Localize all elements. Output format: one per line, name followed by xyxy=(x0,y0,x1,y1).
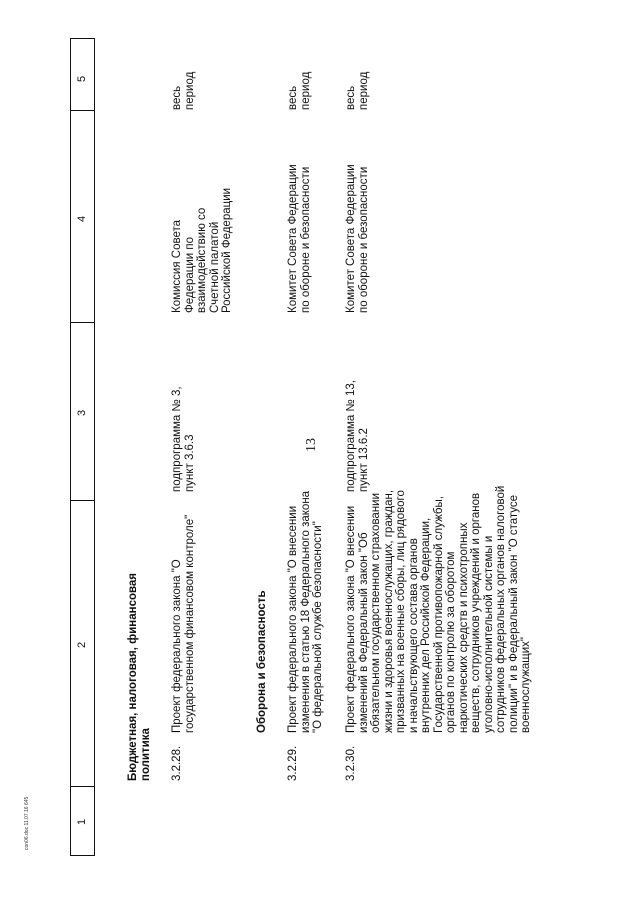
row-number: 3.2.28. xyxy=(171,745,183,781)
row-responsible: Комитет Совета Федерации по обороне и безопасности xyxy=(345,164,370,313)
row-program: подпрограмма № 3, пункт 3.6.3 xyxy=(171,386,196,492)
row-period: весь период xyxy=(287,71,312,110)
header-line-right xyxy=(94,38,95,856)
row-period: весь период xyxy=(345,71,370,110)
row-program: подпрограмма № 13, пункт 13.6.2 xyxy=(345,379,370,492)
page-number: 13 xyxy=(304,438,319,452)
header-divider-3-4 xyxy=(70,322,95,323)
header-line-left xyxy=(70,38,71,856)
column-number-3: 3 xyxy=(76,409,88,416)
header-divider-4-5 xyxy=(70,110,95,111)
section-heading: Бюджетная, налоговая, финансовая политика xyxy=(127,572,152,781)
column-number-2: 2 xyxy=(76,641,88,648)
row-number: 3.2.29. xyxy=(287,745,299,781)
row-responsible: Комиссия Совета Федерации по взаимодействию со Счетной палатой Российской Федерации xyxy=(171,187,233,313)
column-number-5: 5 xyxy=(76,75,88,82)
row-period: весь период xyxy=(171,71,196,110)
column-number-4: 4 xyxy=(76,215,88,222)
row-title: Проект федерального закона "О внесении изменения в статью 18 Федерального закона "О федеральной службе безопасности" xyxy=(287,490,324,733)
row-number: 3.2.30. xyxy=(345,745,357,781)
header-line-bottom xyxy=(70,855,95,856)
column-number-1: 1 xyxy=(76,818,88,825)
row-responsible: Комитет Совета Федерации по обороне и безопасности xyxy=(287,164,312,313)
header-divider-1-2 xyxy=(70,786,95,787)
footer-text: con06.doc 11.07.16 645 xyxy=(24,796,30,850)
section-heading: Оборона и безопасность xyxy=(256,590,268,733)
row-title: Проект федерального закона "О внесении изменений в Федеральный закон "Об обязательном государственном страховании жизни и здоровья военнослужащих, граждан, призванных на военные сборы, лиц рядового и начальствующего состава органов внутренних дел Российской Федерации, Государственной противопожарной службы, органов по контролю за оборотом наркотических средств и психотропных веществ, сотрудников учреждений и органов уголовно-исполнительной системы и сотрудников федеральных органов налоговой полиции" и в Федеральный закон "О статусе военнослужащих" xyxy=(345,485,532,733)
header-line-top xyxy=(70,38,95,39)
header-divider-2-3 xyxy=(70,500,95,501)
row-title: Проект федерального закона "О государственном финансовом контроле" xyxy=(171,514,196,733)
